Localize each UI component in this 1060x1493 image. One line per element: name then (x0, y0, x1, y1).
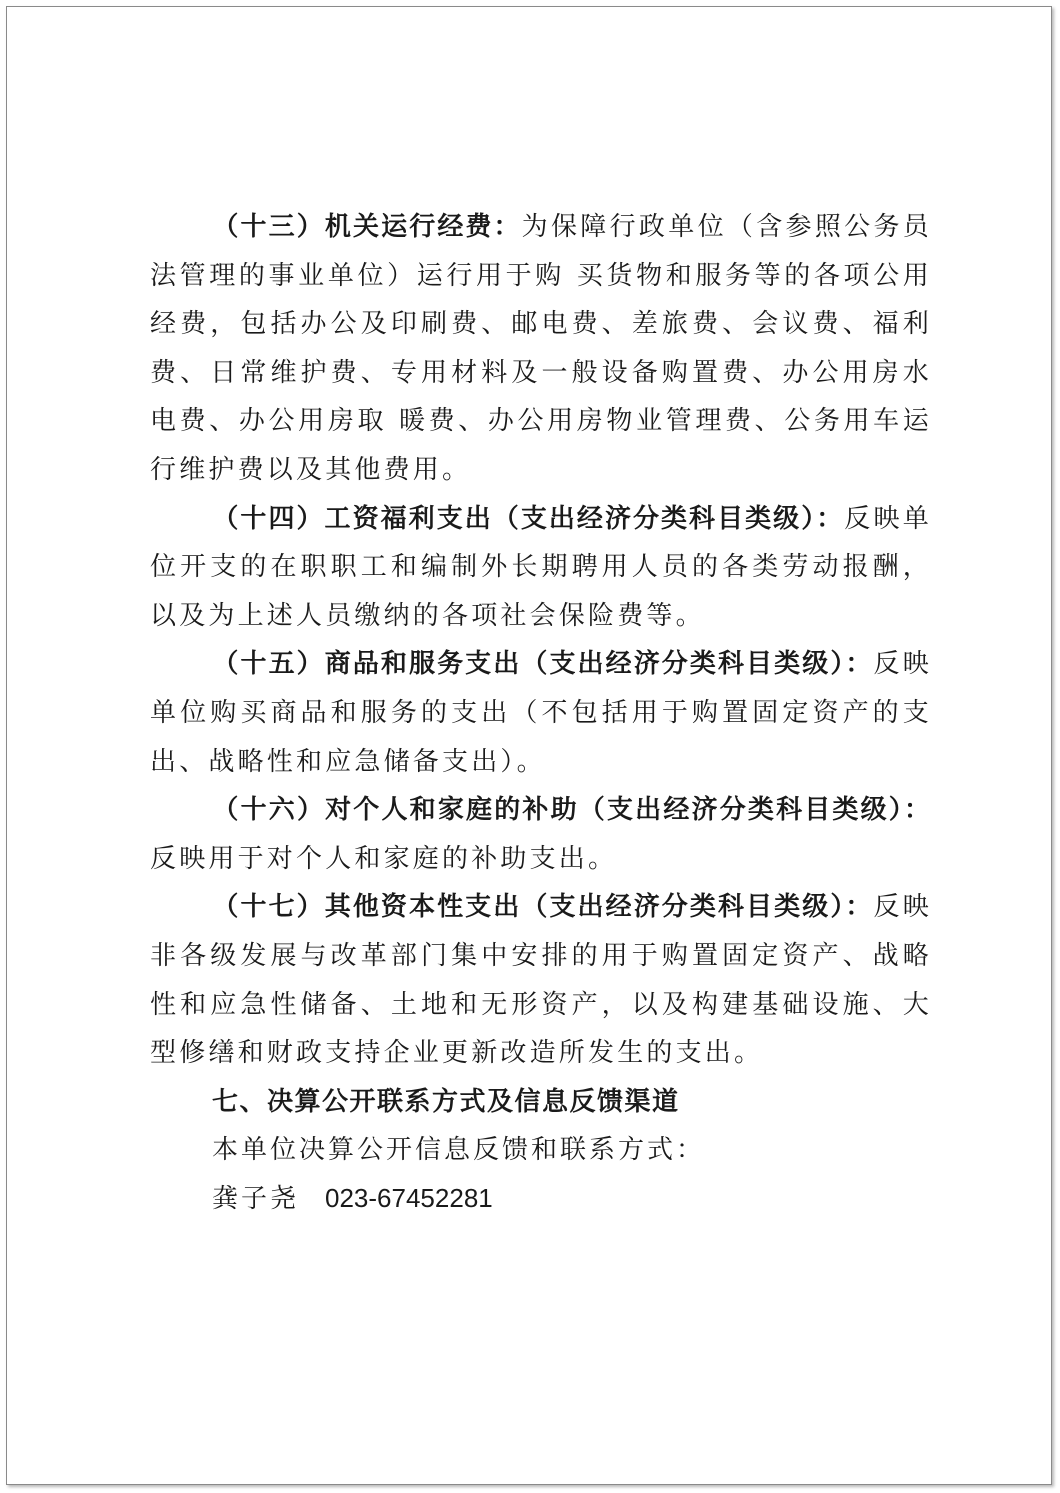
section-intro: 本单位决算公开信息反馈和联系方式： (212, 1134, 706, 1165)
contact-name: 龚子尧 (212, 1183, 300, 1214)
document-page (6, 6, 1052, 1485)
page-content (150, 203, 932, 1223)
paragraph-16 (150, 786, 932, 883)
paragraph-13-body: 为保障行政单位（含参照公务员法管理的事业单位）运行用于购 买货物和服务等的各项公用经费，包括办公及印刷费、邮电费、差旅费、会议费、福利费、日常维护费、专用材料及一般设备购置费、办公用房水电费、办公用房取 暖费、办公用房物业管理费、公务用车运行维护费以及其他费用。 (150, 212, 932, 485)
paragraph-14 (150, 495, 932, 641)
paragraph-13 (150, 203, 932, 495)
paragraph-14-lead: （十四）工资福利支出（支出经济分类科目类级）： (212, 503, 845, 534)
contact-phone: 023-67452281 (325, 1182, 493, 1213)
paragraph-16-lead: （十六）对个人和家庭的补助（支出经济分类科目类级）： (212, 795, 932, 826)
paragraph-15-lead: （十五）商品和服务支出（支出经济分类科目类级）： (212, 649, 874, 680)
paragraph-15 (150, 640, 932, 786)
paragraph-15-body: 反映单位购买商品和服务的支出（不包括用于购置固定资产的支出、战略性和应急储备支出）。 (150, 649, 932, 777)
paragraph-16-body: 反映用于对个人和家庭的补助支出。 (150, 843, 618, 874)
paragraph-13-lead: （十三）机关运行经费： (212, 212, 522, 242)
paragraph-17 (150, 883, 932, 1077)
section-heading: 七、决算公开联系方式及信息反馈渠道 (212, 1086, 680, 1117)
paragraph-17-lead: （十七）其他资本性支出（支出经济分类科目类级）： (212, 892, 874, 923)
paragraph-14-body: 反映单位开支的在职职工和编制外长期聘用人员的各类劳动报酬，以及为上述人员缴纳的各项社会保险费等。 (150, 503, 932, 631)
paragraph-17-body: 反映非各级发展与改革部门集中安排的用于购置固定资产、战略性和应急性储备、土地和无形资产，以及构建基础设施、大型修缮和财政支持企业更新改造所发生的支出。 (150, 892, 932, 1069)
contact-line (150, 1174, 932, 1223)
